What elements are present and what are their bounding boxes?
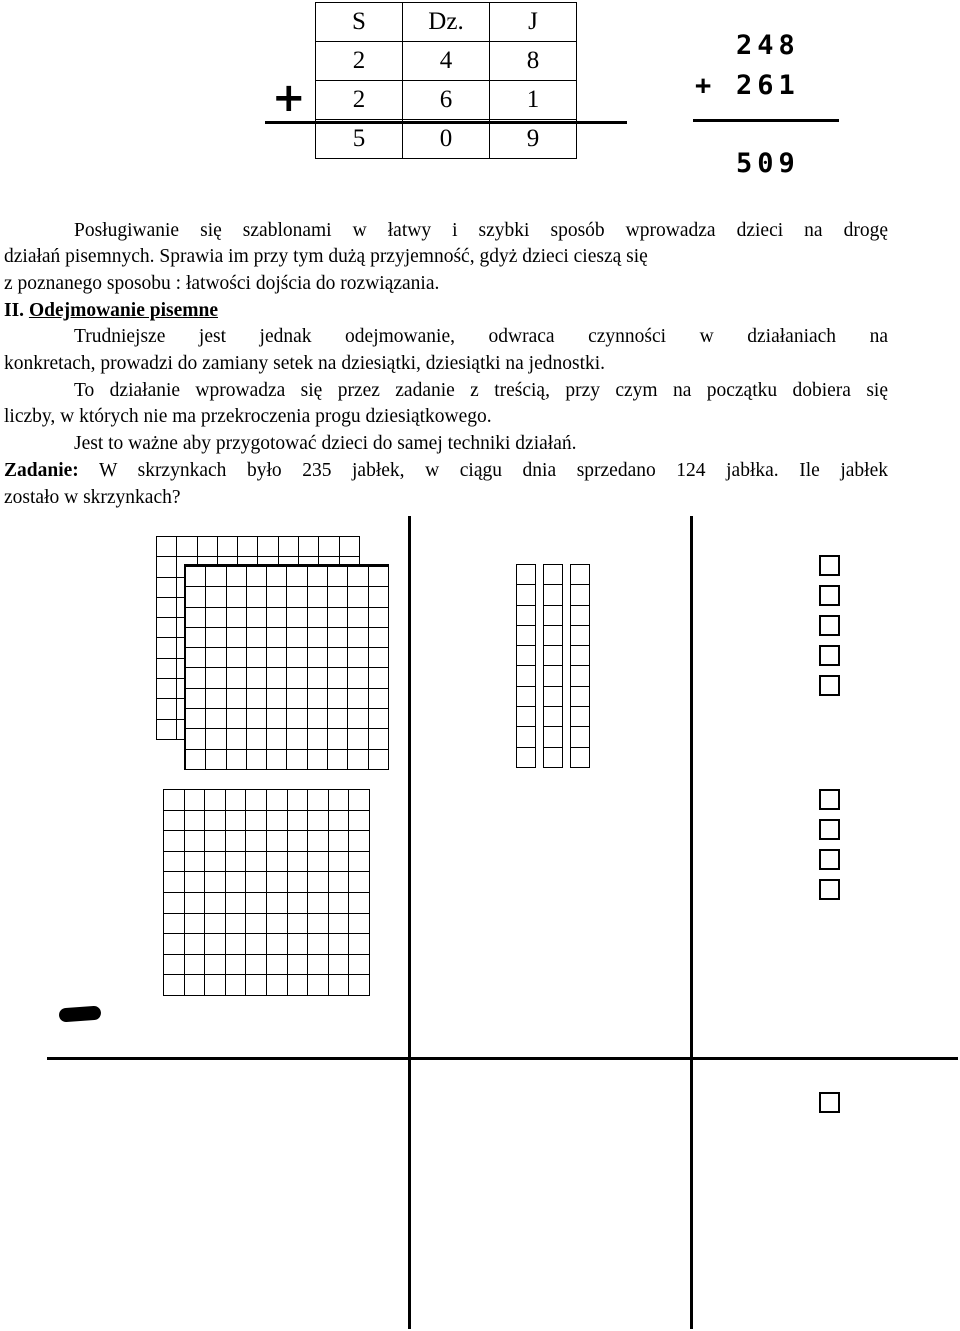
column-divider-hundreds-tens [408,516,411,1329]
table-cell: 9 [490,120,577,159]
task-text: W skrzynkach było 235 jabłek, w ciągu dnia sprzedano 124 jabłka. Ile jabłek [78,460,888,481]
minus-sign-icon [59,1006,102,1023]
table-cell: 4 [403,42,490,81]
ten-stick [570,564,590,768]
section-heading [4,298,888,325]
task-label: Zadanie: [4,460,79,481]
task-statement-line: zostało w skrzynkach? [4,487,181,508]
unit-cube-result [819,1092,840,1113]
unit-cube-minuend [819,555,840,576]
paragraph-word-problem-line: liczby, w których nie ma przekroczenia progu dziesiątkowego. [4,406,492,427]
header-units: J [490,3,577,42]
place-value-table [315,2,577,159]
addition-line [693,119,839,122]
header-tens: Dz. [403,3,490,42]
table-plus-sign: + [272,75,306,121]
table-cell: 6 [403,81,490,120]
unit-cube-minuend [819,615,840,636]
header-hundreds: S [316,3,403,42]
addend-second: 261 [736,70,800,101]
addition-plus-sign: + [695,70,717,101]
addend-first: 248 [736,30,800,61]
table-cell: 2 [316,81,403,120]
ten-stick [543,564,563,768]
section-title: Odejmowanie pisemne [28,300,218,321]
table-row [316,42,577,81]
paragraph-word-problem: To działanie wprowadza się przez zadanie z treścią, przy czym na początku dobiera się [74,380,888,401]
table-sum-line [265,121,627,124]
section-number: II. [4,300,25,321]
unit-cube-minuend [819,645,840,666]
paragraph-subtraction-line: konkretach, prowadzi do zamiany setek na dziesiątki, dziesiątki na jednostki. [4,353,606,374]
table-row [316,81,577,120]
column-divider-tens-units [690,516,693,1329]
unit-cube-subtrahend [819,879,840,900]
table-row [316,120,577,159]
unit-cube-minuend [819,585,840,606]
ten-stick [516,564,536,768]
table-cell: 8 [490,42,577,81]
table-cell: 5 [316,120,403,159]
hundred-block [184,564,389,770]
paragraph-intro-line: z poznanego sposobu : łatwości dojścia do rozwiązania. [4,273,440,294]
paragraph-intro-line: działań pisemnych. Sprawia im przy tym dużą przyjemność, gdyż dzieci cieszą się [4,246,648,267]
addition-result: 509 [736,148,800,179]
unit-cube-minuend [819,675,840,696]
subtraction-result-line [47,1057,958,1060]
unit-cube-subtrahend [819,849,840,870]
table-header-row [316,3,577,42]
table-cell: 0 [403,120,490,159]
unit-cube-subtrahend [819,789,840,810]
paragraph-technique: Jest to ważne aby przygotować dzieci do samej techniki działań. [74,433,577,454]
paragraph-subtraction: Trudniejsze jest jednak odejmowanie, odwraca czynności w działaniach na [74,326,888,347]
task-statement [4,458,888,485]
paragraph-intro: Posługiwanie się szablonami w łatwy i szybki sposób wprowadza dzieci na drogę [74,220,888,241]
table-cell: 2 [316,42,403,81]
hundred-block [163,789,370,996]
table-cell: 1 [490,81,577,120]
unit-cube-subtrahend [819,819,840,840]
